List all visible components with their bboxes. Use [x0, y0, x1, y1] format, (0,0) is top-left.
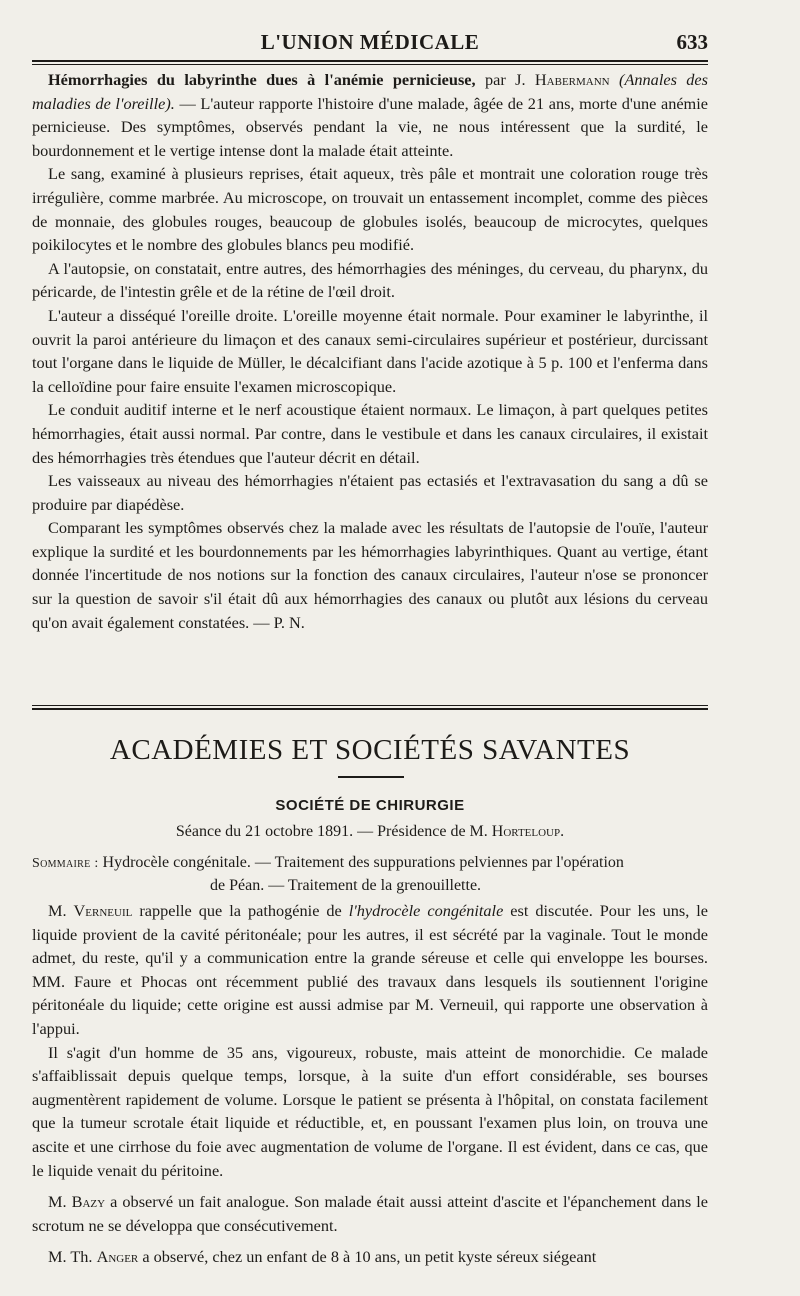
page-number: 633: [676, 30, 708, 54]
article-paragraph: M. Th. Anger a observé, chez un enfant de 8 à 10 ans, un petit kyste séreux siégeant: [48, 1247, 597, 1267]
topic-term: l'hydrocèle congénitale: [348, 901, 504, 920]
article-title: Hémorrhagies du labyrinthe dues à l'anémie pernicieuse,: [48, 70, 476, 89]
article-paragraph: M. Verneuil rappelle que la pathogénie de l'hydrocèle congénitale est discutée. Pour les uns, le liquide provient de la cavité péritonéale; pour les autres, il est sécrété par la vaginale. Tout le monde admet, du reste, qu'il y a communication entre la grande séreuse et celle qui enveloppe les bourses. MM. Faure et Phocas ont récemment publié des travaux dans lesquels ils soutiennent l'origine péritonéale du liquide; cette origine est aussi admise par M. Verneuil, qui rapporte une observation à l'appui.: [32, 901, 708, 1038]
article-paragraph: A l'autopsie, on constatait, entre autres, des hémorrhagies des méninges, du cerveau, du pharynx, du péricarde, de l'intestin grêle et de la rétine de l'œil droit.: [32, 258, 708, 302]
society-name: SOCIÉTÉ DE CHIRURGIE: [275, 797, 465, 814]
running-header: [32, 28, 708, 56]
article-habermann: [32, 68, 708, 634]
article-paragraph: Le sang, examiné à plusieurs reprises, était aqueux, très pâle et montrait une coloration rouge très irrégulière, comme marbrée. Au microscope, on trouvait un entassement incomplet, comme des pièces de monnaie, des globules rouges, beaucoup de globules isolés, beaucoup de microcytes, quelques poikilocytes et le nombre des globules blancs peu modifié.: [32, 164, 708, 255]
header-rule-top: [32, 60, 708, 62]
article-paragraph: Les vaisseaux au niveau des hémorrhagies n'étaient pas ectasiés et l'extravasation du sang a dû se produire par diapédèse.: [32, 471, 708, 514]
speaker-name: Verneuil: [73, 901, 133, 920]
article-source: (Annales des maladies de l'oreille).: [32, 70, 708, 113]
article-paragraph: Hémorrhagies du labyrinthe dues à l'anémie pernicieuse, par J. Habermann (Annales des maladies de l'oreille). — L'auteur rapporte l'histoire d'une malade, âgée de 21 ans, morte d'une anémie pernicieuse. Des symptômes, observés pendant la vie, ne nous intéressent que la surdité, le bourdonnement et le vertige intense dont la malade était atteinte.: [32, 70, 708, 160]
article-paragraph: Comparant les symptômes observés chez la malade avec les résultats de l'autopsie de l'ouïe, l'auteur explique la surdité et les bourdonnements par les hémorrhagies labyrinthiques. Quant au vertige, étant donnée l'incertitude de nos notions sur la fonction des canaux circulaires, l'auteur n'ose se prononcer sur la question de savoir s'il était dû aux hémorrhagies des canaux ou plutôt aux lésions du cerveau qu'on avait également constatées. — P. N.: [32, 518, 708, 632]
section-divider-bottom: [32, 708, 708, 710]
speaker-name: Anger: [96, 1247, 139, 1267]
article-paragraph: Le conduit auditif interne et le nerf acoustique étaient normaux. Le limaçon, à part quelques petites hémorrhagies, était aussi normal. Par contre, dans le vestibule et dans les canaux circulaires, il existait des hémorrhagies très étendues que l'auteur décrit en détail.: [32, 400, 708, 467]
article-signature: — P. N.: [249, 612, 305, 632]
session-line: Séance du 21 octobre 1891. — Présidence de M. Horteloup.: [175, 823, 565, 840]
session-summary: Sommaire : Hydrocèle congénitale. — Traitement des suppurations pelviennes par l'opération de Péan. — Traitement de la grenouillette.: [32, 854, 624, 894]
section-divider-top: [32, 705, 708, 706]
header-rule-bottom: [32, 64, 708, 65]
president-name: Horteloup: [491, 823, 561, 840]
speaker-name: Bazy: [71, 1192, 106, 1212]
summary-label: Sommaire :: [32, 856, 99, 871]
author-name: Habermann: [534, 70, 610, 89]
article-paragraph: M. Bazy a observé un fait analogue. Son malade était aussi atteint d'ascite et l'épanchement dans le scrotum ne se développa que consécutivement.: [32, 1192, 708, 1235]
section-title-rule: [338, 776, 404, 778]
article-hydrocele: [32, 899, 708, 1269]
journal-title: L'UNION MÉDICALE: [260, 30, 480, 54]
article-paragraph: L'auteur a disséqué l'oreille droite. L'oreille moyenne était normale. Pour examiner le labyrinthe, il ouvrit la paroi antérieure du limaçon et des canaux semi-circulaires supérieur et postérieur, durcissant tout l'organe dans le liquide de Müller, le décalcifiant dans l'acide azotique à 5 p. 100 et l'enferma dans la celloïdine pour faire ensuite l'examen microscopique.: [32, 305, 708, 396]
article-paragraph: Il s'agit d'un homme de 35 ans, vigoureux, robuste, mais atteint de monorchidie. Ce malade s'affaiblissait depuis quelque temps, lorsque, à la suite d'un effort considérable, ses bourses augmentèrent rapidement de volume. Lorsque le patient se présenta à l'hôpital, on constata facilement que la tumeur scrotale était liquide et réductible, et, en poussant l'examen plus loin, on trouva une ascite et une cirrhose du foie avec augmentation de volume de l'organe. Il est évident, dans ce cas, que le liquide venait du péritoine.: [32, 1042, 708, 1180]
section-title: ACADÉMIES ET SOCIÉTÉS SAVANTES: [109, 734, 631, 766]
